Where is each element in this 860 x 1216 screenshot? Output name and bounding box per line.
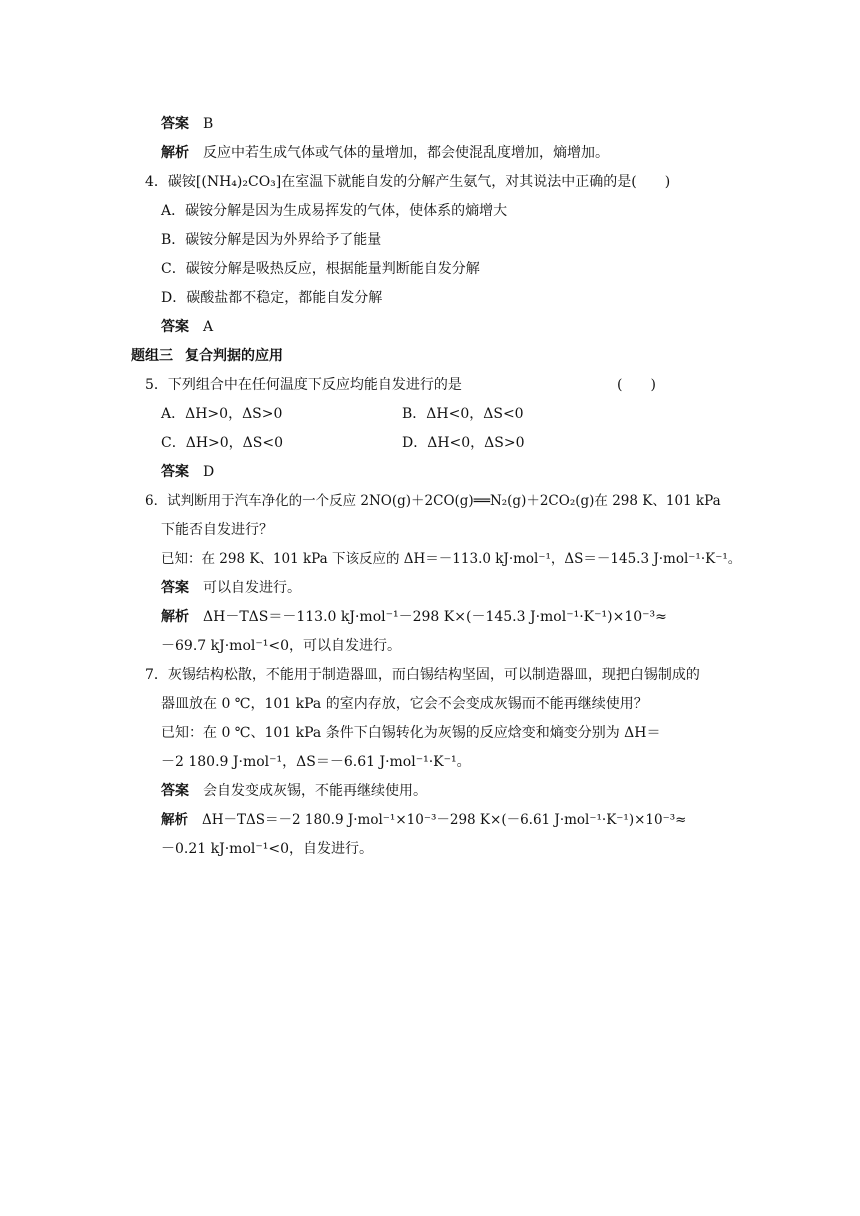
q5-option-a: A．ΔH>0，ΔS>0 bbox=[161, 406, 283, 422]
q4-option-b: B．碳铵分解是因为外界给予了能量 bbox=[161, 232, 382, 248]
group-title: 复合判据的应用 bbox=[185, 348, 283, 364]
q3-answer: B bbox=[203, 116, 214, 132]
q6-analysis-line-1 bbox=[161, 607, 667, 627]
q6-stem-line-1: 6．试判断用于汽车净化的一个反应 2NO(g)＋2CO(g)══N₂(g)＋2CO₂(g)在 298 K、101 kPa bbox=[145, 493, 721, 509]
q7-analysis-line-2: －0.21 kJ·mol⁻¹<0，自发进行。 bbox=[161, 841, 373, 857]
q5-option-c: C．ΔH>0，ΔS<0 bbox=[161, 435, 284, 451]
q7-analysis-1: ΔH－TΔS＝－2 180.9 J·mol⁻¹×10⁻³－298 K×(－6.61 J·mol⁻¹·K⁻¹)×10⁻³≈ bbox=[202, 812, 687, 828]
q5-options-row-2 bbox=[161, 433, 821, 453]
answer-label: 答案 bbox=[161, 580, 189, 596]
q6-analysis-line-2: －69.7 kJ·mol⁻¹<0，可以自发进行。 bbox=[161, 638, 401, 654]
group-prefix: 题组三 bbox=[131, 348, 173, 364]
q3-analysis: 反应中若生成气体或气体的量增加，都会使混乱度增加，熵增加。 bbox=[203, 145, 609, 161]
analysis-label: 解析 bbox=[161, 145, 189, 161]
answer-label: 答案 bbox=[161, 319, 189, 335]
analysis-label: 解析 bbox=[161, 812, 188, 828]
q4-answer: A bbox=[203, 319, 214, 335]
q4-option-c: C．碳铵分解是吸热反应，根据能量判断能自发分解 bbox=[161, 261, 480, 277]
q6-answer: 可以自发进行。 bbox=[203, 580, 301, 596]
answer-label: 答案 bbox=[161, 116, 189, 132]
q7-stem-line-2: 器皿放在 0 ℃，101 kPa 的室内存放，它会不会变成灰锡而不能再继续使用？ bbox=[161, 696, 648, 712]
q5-stem-line bbox=[145, 375, 825, 395]
analysis-label: 解析 bbox=[161, 609, 189, 625]
q6-answer-line bbox=[161, 578, 301, 598]
q7-analysis-line-1 bbox=[161, 810, 686, 830]
q5-options-row-1 bbox=[161, 404, 821, 424]
q7-answer: 会自发变成灰锡，不能再继续使用。 bbox=[203, 783, 427, 799]
q5-option-b: B．ΔH<0，ΔS<0 bbox=[402, 406, 524, 422]
q7-stem-line-1: 7．灰锡结构松散，不能用于制造器皿，而白锡结构坚固，可以制造器皿，现把白锡制成的 bbox=[145, 667, 700, 683]
q3-analysis-line bbox=[161, 143, 609, 163]
q7-known-line-2: －2 180.9 J·mol⁻¹，ΔS＝－6.61 J·mol⁻¹·K⁻¹。 bbox=[161, 754, 471, 770]
q7-known-line-1: 已知：在 0 ℃、101 kPa 条件下白锡转化为灰锡的反应焓变和熵变分别为 ΔH＝ bbox=[161, 725, 661, 741]
q4-answer-line bbox=[161, 317, 213, 337]
answer-label: 答案 bbox=[161, 464, 189, 480]
group-heading bbox=[131, 346, 283, 366]
q4-option-d: D．碳酸盐都不稳定，都能自发分解 bbox=[161, 290, 383, 306]
q5-answer-line bbox=[161, 462, 214, 482]
q5-answer: D bbox=[203, 464, 215, 480]
q4-option-a: A．碳铵分解是因为生成易挥发的气体，使体系的熵增大 bbox=[161, 203, 508, 219]
answer-label: 答案 bbox=[161, 783, 189, 799]
q5-stem: 5．下列组合中在任何温度下反应均能自发进行的是 bbox=[145, 377, 462, 393]
q6-stem-line-2: 下能否自发进行？ bbox=[161, 522, 273, 538]
q4-stem: 4．碳铵[(NH₄)₂CO₃]在室温下就能自发的分解产生氨气，对其说法中正确的是( ) bbox=[145, 174, 671, 190]
q7-answer-line bbox=[161, 781, 427, 801]
q5-option-d: D．ΔH<0，ΔS>0 bbox=[402, 435, 525, 451]
q6-analysis-1: ΔH－TΔS＝－113.0 kJ·mol⁻¹－298 K×(－145.3 J·mol⁻¹·K⁻¹)×10⁻³≈ bbox=[203, 609, 667, 625]
q3-answer-line bbox=[161, 114, 213, 134]
q5-paren: ( ) bbox=[617, 377, 656, 393]
q6-known: 已知：在 298 K、101 kPa 下该反应的 ΔH＝－113.0 kJ·mol⁻¹，ΔS＝－145.3 J·mol⁻¹·K⁻¹。 bbox=[161, 551, 742, 567]
